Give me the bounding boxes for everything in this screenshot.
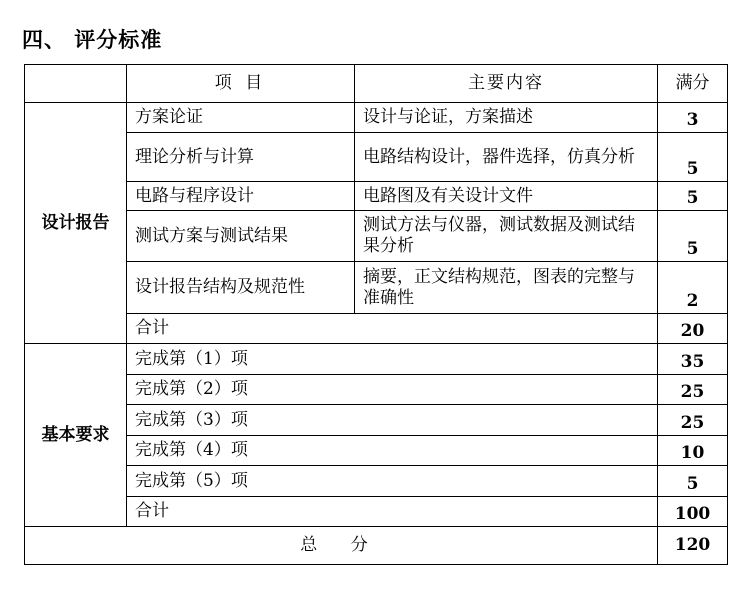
table-row xyxy=(25,436,728,466)
subtotal-row xyxy=(25,314,728,344)
section-heading: 四、 评分标准 xyxy=(22,28,163,52)
score-cell: 2 xyxy=(658,262,728,314)
content-cell: 测试方法与仪器，测试数据及测试结果分析 xyxy=(355,211,658,262)
score-cell: 35 xyxy=(658,344,728,375)
content-cell: 设计与论证，方案描述 xyxy=(355,103,658,133)
score-cell: 5 xyxy=(658,211,728,262)
header-blank xyxy=(25,65,127,103)
table-row xyxy=(25,262,728,314)
table-row xyxy=(25,182,728,211)
content-cell: 摘要，正文结构规范，图表的完整与准确性 xyxy=(355,262,658,314)
item-cell: 设计报告结构及规范性 xyxy=(127,262,355,314)
item-cell: 完成第（2）项 xyxy=(127,375,658,405)
header-content: 主要内容 xyxy=(355,65,658,103)
table-row xyxy=(25,466,728,497)
table-row xyxy=(25,103,728,133)
score-cell: 25 xyxy=(658,375,728,405)
item-cell: 完成第（4）项 xyxy=(127,436,658,466)
subtotal-score: 100 xyxy=(658,497,728,527)
score-cell: 5 xyxy=(658,133,728,182)
item-cell: 方案论证 xyxy=(127,103,355,133)
grading-table xyxy=(24,64,728,565)
item-cell: 完成第（5）项 xyxy=(127,466,658,497)
table-row xyxy=(25,375,728,405)
table-row xyxy=(25,211,728,262)
item-cell: 电路与程序设计 xyxy=(127,182,355,211)
score-cell: 5 xyxy=(658,466,728,497)
total-score: 120 xyxy=(658,527,728,565)
subtotal-label: 合计 xyxy=(127,314,658,344)
item-cell: 完成第（1）项 xyxy=(127,344,658,375)
table-row xyxy=(25,133,728,182)
header-row xyxy=(25,65,728,103)
subtotal-score: 20 xyxy=(658,314,728,344)
total-row xyxy=(25,527,728,565)
score-cell: 5 xyxy=(658,182,728,211)
score-cell: 3 xyxy=(658,103,728,133)
subtotal-row xyxy=(25,497,728,527)
table-row xyxy=(25,405,728,436)
header-score: 满分 xyxy=(658,65,728,103)
subtotal-label: 合计 xyxy=(127,497,658,527)
table-row xyxy=(25,344,728,375)
content-cell: 电路图及有关设计文件 xyxy=(355,182,658,211)
item-cell: 测试方案与测试结果 xyxy=(127,211,355,262)
header-item: 项 目 xyxy=(127,65,355,103)
score-cell: 25 xyxy=(658,405,728,436)
item-cell: 理论分析与计算 xyxy=(127,133,355,182)
total-label: 总 分 xyxy=(25,527,658,565)
item-cell: 完成第（3）项 xyxy=(127,405,658,436)
score-cell: 10 xyxy=(658,436,728,466)
category-basic-requirements: 基本要求 xyxy=(25,344,127,527)
content-cell: 电路结构设计，器件选择，仿真分析 xyxy=(355,133,658,182)
category-design-report: 设计报告 xyxy=(25,103,127,344)
